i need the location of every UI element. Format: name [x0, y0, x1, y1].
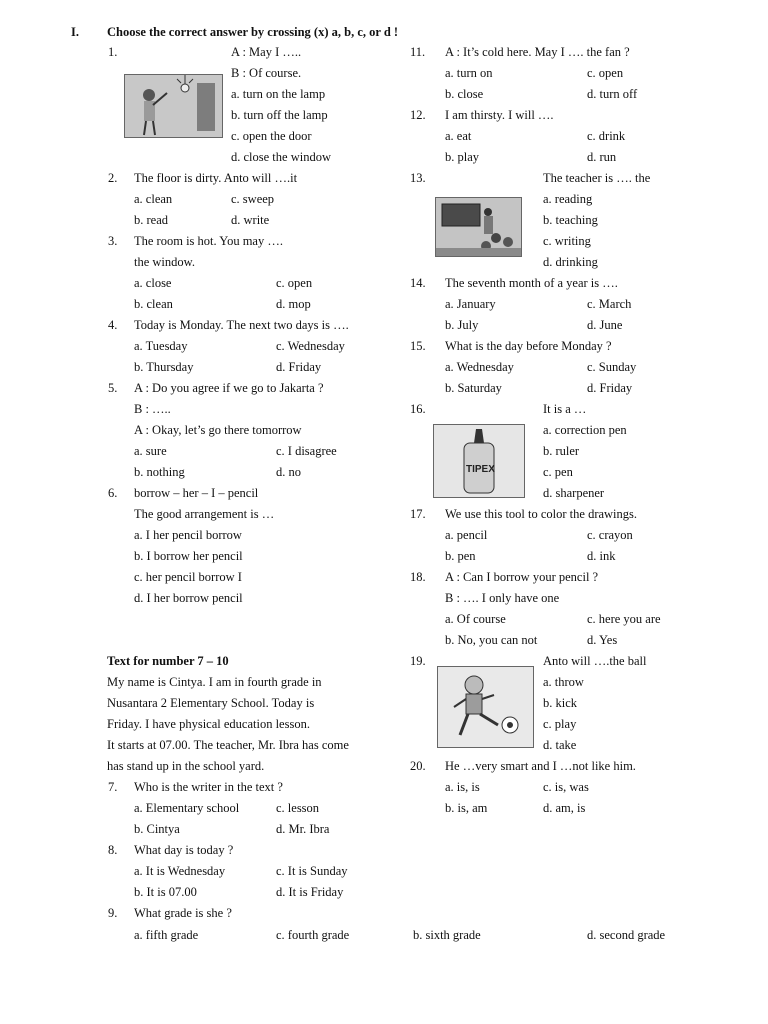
- reading-line: has stand up in the school yard.: [107, 759, 265, 773]
- option-d[interactable]: d. Friday: [276, 360, 322, 374]
- option-c[interactable]: c. lesson: [276, 801, 320, 815]
- option-a[interactable]: a. close: [134, 276, 172, 290]
- option-b[interactable]: b. pen: [445, 549, 476, 563]
- reading-line: Friday. I have physical education lesson.: [107, 717, 310, 731]
- option-b[interactable]: b. Cintya: [134, 822, 180, 836]
- option-b[interactable]: b. ruler: [543, 444, 580, 458]
- question-number: 19.: [410, 654, 426, 668]
- option-d[interactable]: d. sharpener: [543, 486, 605, 500]
- question-stem-continued: the window.: [134, 255, 195, 269]
- question-stem: What day is today ?: [134, 843, 234, 857]
- option-b[interactable]: b. It is 07.00: [134, 885, 197, 899]
- question-number: 8.: [108, 843, 118, 857]
- question-number: 13.: [410, 171, 426, 185]
- option-a[interactable]: a. Wednesday: [445, 360, 514, 374]
- correction-fluid-illustration: [433, 424, 525, 498]
- option-d[interactable]: d. second grade: [587, 928, 666, 942]
- question-number: 11.: [410, 45, 426, 59]
- option-c[interactable]: c. fourth grade: [276, 928, 350, 942]
- boy-kicking-ball-illustration: [437, 666, 534, 748]
- question-stem: The teacher is …. the: [543, 171, 651, 185]
- option-c[interactable]: c. It is Sunday: [276, 864, 348, 878]
- option-d[interactable]: d. no: [276, 465, 301, 479]
- option-a[interactable]: a. eat: [445, 129, 472, 143]
- question-stem: It is a …: [543, 402, 587, 416]
- question-dialog-line: A : Do you agree if we go to Jakarta ?: [134, 381, 324, 395]
- option-b[interactable]: b. No, you can not: [445, 633, 538, 647]
- question-number: 6.: [108, 486, 118, 500]
- question-stem: Today is Monday. The next two days is ….: [134, 318, 349, 332]
- option-a[interactable]: a. is, is: [445, 780, 480, 794]
- option-a[interactable]: a. pencil: [445, 528, 488, 542]
- option-a[interactable]: a. January: [445, 297, 496, 311]
- option-a[interactable]: a. I her pencil borrow: [134, 528, 242, 542]
- option-c[interactable]: c. Wednesday: [276, 339, 345, 353]
- option-b[interactable]: b. read: [134, 213, 169, 227]
- option-b[interactable]: b. close: [445, 87, 484, 101]
- option-a[interactable]: a. Elementary school: [134, 801, 240, 815]
- question-stem: The seventh month of a year is ….: [445, 276, 618, 290]
- question-number: 12.: [410, 108, 426, 122]
- reading-line: Nusantara 2 Elementary School. Today is: [107, 696, 315, 710]
- option-a[interactable]: a. turn on: [445, 66, 493, 80]
- option-d[interactable]: d. I her borrow pencil: [134, 591, 243, 605]
- option-d[interactable]: d. Yes: [587, 633, 618, 647]
- question-number: 14.: [410, 276, 426, 290]
- question-stem: I am thirsty. I will ….: [445, 108, 554, 122]
- question-dialog-line: B : Of course.: [231, 66, 302, 80]
- option-b[interactable]: b. kick: [543, 696, 578, 710]
- option-c[interactable]: c. open: [587, 66, 624, 80]
- question-dialog-line: B : …..: [134, 402, 171, 416]
- question-number: 3.: [108, 234, 118, 248]
- option-c[interactable]: c. sweep: [231, 192, 275, 206]
- option-b[interactable]: b. Saturday: [445, 381, 502, 395]
- question-number: 17.: [410, 507, 426, 521]
- question-stem: He …very smart and I …not like him.: [445, 759, 636, 773]
- option-b[interactable]: b. sixth grade: [413, 928, 481, 942]
- question-number: 2.: [108, 171, 118, 185]
- option-b[interactable]: b. teaching: [543, 213, 598, 227]
- question-number: 9.: [108, 906, 118, 920]
- option-a[interactable]: a. Of course: [445, 612, 506, 626]
- option-c[interactable]: c. March: [587, 297, 632, 311]
- reading-line: It starts at 07.00. The teacher, Mr. Ibra has come: [107, 738, 349, 752]
- option-b[interactable]: b. I borrow her pencil: [134, 549, 243, 563]
- question-stem: Anto will ….the ball: [543, 654, 647, 668]
- option-d[interactable]: d. mop: [276, 297, 311, 311]
- section-number: I.: [71, 25, 79, 39]
- question-number: 18.: [410, 570, 426, 584]
- option-a[interactable]: a. turn on the lamp: [231, 87, 326, 101]
- option-c[interactable]: c. is, was: [543, 780, 589, 794]
- reading-line: My name is Cintya. I am in fourth grade in: [107, 675, 322, 689]
- question-stem: A : It’s cold here. May I …. the fan ?: [445, 45, 630, 59]
- question-stem: We use this tool to color the drawings.: [445, 507, 638, 521]
- option-d[interactable]: d. June: [587, 318, 623, 332]
- option-a[interactable]: a. reading: [543, 192, 593, 206]
- option-b[interactable]: b. turn off the lamp: [231, 108, 328, 122]
- option-b[interactable]: b. July: [445, 318, 479, 332]
- question-stem: Who is the writer in the text ?: [134, 780, 283, 794]
- question-number: 4.: [108, 318, 118, 332]
- option-b[interactable]: b. nothing: [134, 465, 185, 479]
- option-d[interactable]: d. am, is: [543, 801, 586, 815]
- option-d[interactable]: d. write: [231, 213, 270, 227]
- option-c[interactable]: c. Sunday: [587, 360, 637, 374]
- option-a[interactable]: a. It is Wednesday: [134, 864, 226, 878]
- question-dialog-line: B : …. I only have one: [445, 591, 560, 605]
- option-d[interactable]: d. drinking: [543, 255, 598, 269]
- option-a[interactable]: a. correction pen: [543, 423, 627, 437]
- option-a[interactable]: a. clean: [134, 192, 173, 206]
- option-a[interactable]: a. throw: [543, 675, 584, 689]
- question-dialog-line: A : Can I borrow your pencil ?: [445, 570, 599, 584]
- reading-title: Text for number 7 – 10: [107, 654, 229, 668]
- option-d[interactable]: d. turn off: [587, 87, 638, 101]
- option-c[interactable]: c. her pencil borrow I: [134, 570, 242, 584]
- option-d[interactable]: d. Mr. Ibra: [276, 822, 330, 836]
- option-c[interactable]: c. pen: [543, 465, 573, 479]
- question-stem: The floor is dirty. Anto will ….it: [134, 171, 298, 185]
- question-number: 15.: [410, 339, 426, 353]
- option-b[interactable]: b. is, am: [445, 801, 488, 815]
- teacher-classroom-illustration: [435, 197, 522, 257]
- option-c[interactable]: c. here you are: [587, 612, 661, 626]
- option-a[interactable]: a. Tuesday: [134, 339, 188, 353]
- option-d[interactable]: d. close the window: [231, 150, 331, 164]
- option-a[interactable]: a. fifth grade: [134, 928, 199, 942]
- question-stem: The room is hot. You may ….: [134, 234, 283, 248]
- bottle-label: TIPEX: [466, 464, 495, 475]
- question-stem: What grade is she ?: [134, 906, 232, 920]
- girl-lamp-illustration: [124, 74, 223, 138]
- option-c[interactable]: c. crayon: [587, 528, 633, 542]
- option-c[interactable]: c. writing: [543, 234, 591, 248]
- question-dialog-line: A : May I …..: [231, 45, 302, 59]
- option-a[interactable]: a. sure: [134, 444, 167, 458]
- option-d[interactable]: d. It is Friday: [276, 885, 344, 899]
- option-d[interactable]: d. Friday: [587, 381, 633, 395]
- question-number: 20.: [410, 759, 426, 773]
- option-b[interactable]: b. play: [445, 150, 480, 164]
- question-stem: borrow – her – I – pencil: [134, 486, 259, 500]
- question-number: 1.: [108, 45, 118, 59]
- option-b[interactable]: b. clean: [134, 297, 173, 311]
- option-c[interactable]: c. open the door: [231, 129, 312, 143]
- option-c[interactable]: c. open: [276, 276, 313, 290]
- option-d[interactable]: d. ink: [587, 549, 616, 563]
- option-c[interactable]: c. I disagree: [276, 444, 337, 458]
- option-d[interactable]: d. take: [543, 738, 577, 752]
- option-c[interactable]: c. play: [543, 717, 577, 731]
- question-number: 5.: [108, 381, 118, 395]
- question-stem: What is the day before Monday ?: [445, 339, 612, 353]
- option-b[interactable]: b. Thursday: [134, 360, 194, 374]
- option-d[interactable]: d. run: [587, 150, 617, 164]
- question-number: 16.: [410, 402, 426, 416]
- question-dialog-line: A : Okay, let’s go there tomorrow: [134, 423, 302, 437]
- question-stem-continued: The good arrangement is …: [134, 507, 275, 521]
- instruction-text: Choose the correct answer by crossing (x) a, b, c, or d !: [107, 25, 399, 39]
- question-number: 7.: [108, 780, 118, 794]
- option-c[interactable]: c. drink: [587, 129, 626, 143]
